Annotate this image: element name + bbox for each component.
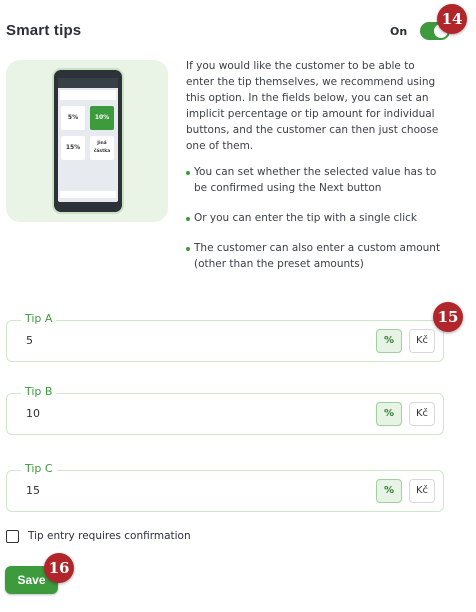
tip-c-label: Tip C: [21, 462, 57, 475]
tip-a-label: Tip A: [21, 312, 56, 325]
tip-a-percent-button[interactable]: %: [376, 329, 402, 353]
confirmation-label: Tip entry requires confirmation: [28, 530, 191, 542]
phone-button-bar: [60, 191, 116, 198]
tip-a-input[interactable]: 5: [26, 334, 33, 347]
tip-a-field[interactable]: [6, 312, 444, 362]
description-bullet: Or you can enter the tip with a single click: [186, 210, 446, 226]
description-intro: If you would like the customer to be able to enter the tip themselves, we recommend using this option. In the fields below, you can set an implicit percentage or tip amount for individual buttons, and the customer can then just choose one of them.: [186, 60, 439, 152]
tip-b-currency-button[interactable]: Kč: [409, 402, 435, 426]
tip-c-field[interactable]: [6, 462, 444, 512]
save-button[interactable]: Save: [5, 566, 58, 594]
tip-c-percent-button[interactable]: %: [376, 479, 402, 503]
tip-b-label: Tip B: [21, 385, 56, 398]
tip-b-percent-button[interactable]: %: [376, 402, 402, 426]
tip-a-currency-button[interactable]: Kč: [409, 329, 435, 353]
phone-screen: [58, 78, 118, 202]
section-title: Smart tips: [6, 22, 82, 39]
tip-b-input[interactable]: 10: [26, 407, 40, 420]
tip-tile-c: 15%: [61, 136, 85, 160]
illustration-panel: [6, 60, 168, 222]
tip-tile-a: 5%: [61, 106, 85, 130]
tip-b-field[interactable]: [6, 385, 444, 435]
annotation-badge-15: 15: [433, 302, 463, 332]
confirmation-checkbox[interactable]: [6, 530, 19, 543]
tip-c-currency-button[interactable]: Kč: [409, 479, 435, 503]
section-header: [6, 22, 466, 44]
phone-status-bar: [58, 78, 118, 88]
annotation-badge-16: 16: [44, 553, 74, 583]
phone-illustration: [52, 68, 124, 214]
tip-c-input[interactable]: 15: [26, 484, 40, 497]
toggle-label: On: [390, 25, 408, 38]
description: [186, 58, 446, 286]
phone-info-bar: [60, 90, 116, 100]
description-bullet: The customer can also enter a custom amount (other than the preset amounts): [186, 240, 446, 272]
tip-tile-custom: Jiná částka: [90, 136, 114, 160]
description-bullet: You can set whether the selected value has to be confirmed using the Next button: [186, 164, 446, 196]
tip-tile-b: 10%: [90, 106, 114, 130]
annotation-badge-14: 14: [437, 4, 467, 34]
